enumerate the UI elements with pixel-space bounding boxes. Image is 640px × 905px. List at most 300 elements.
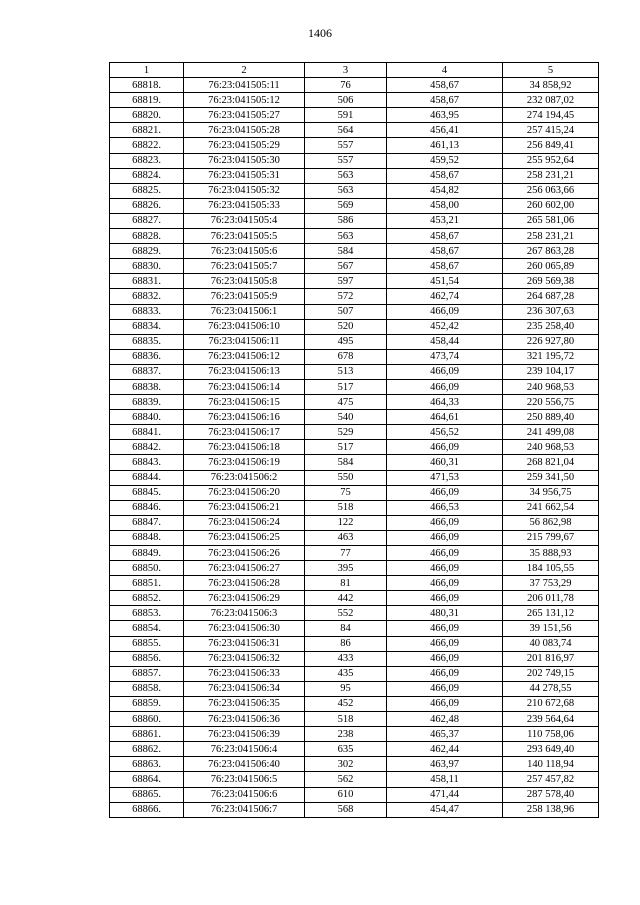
table-row: [110, 440, 599, 455]
table-row: [110, 546, 599, 561]
row-number-cell: 68851.: [110, 576, 184, 591]
value-cell: 265 131,12: [503, 606, 599, 621]
cadastral-number-cell: 76:23:041506:34: [184, 681, 305, 696]
row-number-cell: 68818.: [110, 78, 184, 93]
cadastral-number-cell: 76:23:041505:5: [184, 229, 305, 244]
header-row: [110, 63, 599, 78]
table-row: [110, 334, 599, 349]
value-cell: 34 858,92: [503, 78, 599, 93]
row-number-cell: 68822.: [110, 138, 184, 153]
row-number-cell: 68827.: [110, 213, 184, 228]
cadastral-number-cell: 76:23:041505:31: [184, 168, 305, 183]
row-number-cell: 68845.: [110, 485, 184, 500]
header-column-5: 5: [503, 63, 599, 78]
cadastral-number-cell: 76:23:041506:5: [184, 772, 305, 787]
value-cell: 37 753,29: [503, 576, 599, 591]
row-number-cell: 68825.: [110, 183, 184, 198]
table-body: [110, 78, 599, 818]
value-cell: 256 849,41: [503, 138, 599, 153]
cadastral-number-cell: 76:23:041505:9: [184, 289, 305, 304]
row-number-cell: 68832.: [110, 289, 184, 304]
cadastral-number-cell: 76:23:041506:19: [184, 455, 305, 470]
row-number-cell: 68841.: [110, 425, 184, 440]
value-cell: 44 278,55: [503, 681, 599, 696]
row-number-cell: 68839.: [110, 395, 184, 410]
table-row: [110, 455, 599, 470]
row-number-cell: 68824.: [110, 168, 184, 183]
value-cell: 110 758,06: [503, 727, 599, 742]
table-row: [110, 108, 599, 123]
area-cell: 597: [305, 274, 387, 289]
row-number-cell: 68833.: [110, 304, 184, 319]
table-row: [110, 530, 599, 545]
row-number-cell: 68864.: [110, 772, 184, 787]
value-cell: 241 662,54: [503, 500, 599, 515]
rate-cell: 466,09: [387, 304, 503, 319]
value-cell: 201 816,97: [503, 651, 599, 666]
area-cell: 513: [305, 364, 387, 379]
header-column-3: 3: [305, 63, 387, 78]
cadastral-number-cell: 76:23:041506:20: [184, 485, 305, 500]
value-cell: 215 799,67: [503, 530, 599, 545]
cadastral-number-cell: 76:23:041505:27: [184, 108, 305, 123]
value-cell: 258 138,96: [503, 802, 599, 817]
area-cell: 550: [305, 470, 387, 485]
row-number-cell: 68846.: [110, 500, 184, 515]
row-number-cell: 68829.: [110, 244, 184, 259]
cadastral-number-cell: 76:23:041505:7: [184, 259, 305, 274]
cadastral-number-cell: 76:23:041506:35: [184, 696, 305, 711]
value-cell: 260 602,00: [503, 198, 599, 213]
table-row: [110, 425, 599, 440]
cadastral-number-cell: 76:23:041505:33: [184, 198, 305, 213]
registry-table: [109, 62, 599, 818]
area-cell: 442: [305, 591, 387, 606]
rate-cell: 454,47: [387, 802, 503, 817]
rate-cell: 458,67: [387, 259, 503, 274]
cadastral-number-cell: 76:23:041505:6: [184, 244, 305, 259]
row-number-cell: 68844.: [110, 470, 184, 485]
table-row: [110, 410, 599, 425]
cadastral-number-cell: 76:23:041506:6: [184, 787, 305, 802]
cadastral-number-cell: 76:23:041506:10: [184, 319, 305, 334]
cadastral-number-cell: 76:23:041505:4: [184, 213, 305, 228]
row-number-cell: 68835.: [110, 334, 184, 349]
value-cell: 257 415,24: [503, 123, 599, 138]
rate-cell: 466,09: [387, 666, 503, 681]
rate-cell: 466,09: [387, 379, 503, 394]
rate-cell: 466,09: [387, 546, 503, 561]
table-row: [110, 123, 599, 138]
rate-cell: 466,09: [387, 681, 503, 696]
row-number-cell: 68834.: [110, 319, 184, 334]
table-row: [110, 213, 599, 228]
area-cell: 452: [305, 696, 387, 711]
area-cell: 557: [305, 153, 387, 168]
value-cell: 256 063,66: [503, 183, 599, 198]
value-cell: 184 105,55: [503, 561, 599, 576]
rate-cell: 471,44: [387, 787, 503, 802]
rate-cell: 466,09: [387, 576, 503, 591]
area-cell: 552: [305, 606, 387, 621]
table-row: [110, 379, 599, 394]
table-row: [110, 289, 599, 304]
rate-cell: 466,09: [387, 561, 503, 576]
area-cell: 540: [305, 410, 387, 425]
cadastral-number-cell: 76:23:041506:13: [184, 364, 305, 379]
row-number-cell: 68856.: [110, 651, 184, 666]
value-cell: 236 307,63: [503, 304, 599, 319]
area-cell: 506: [305, 93, 387, 108]
rate-cell: 459,52: [387, 153, 503, 168]
area-cell: 507: [305, 304, 387, 319]
rate-cell: 453,21: [387, 213, 503, 228]
table-row: [110, 183, 599, 198]
header-column-2: 2: [184, 63, 305, 78]
value-cell: 240 968,53: [503, 440, 599, 455]
table-row: [110, 636, 599, 651]
value-cell: 206 011,78: [503, 591, 599, 606]
table-row: [110, 349, 599, 364]
cadastral-number-cell: 76:23:041505:28: [184, 123, 305, 138]
area-cell: 81: [305, 576, 387, 591]
area-cell: 610: [305, 787, 387, 802]
area-cell: 563: [305, 183, 387, 198]
cadastral-number-cell: 76:23:041506:15: [184, 395, 305, 410]
table-row: [110, 274, 599, 289]
area-cell: 395: [305, 561, 387, 576]
row-number-cell: 68859.: [110, 696, 184, 711]
cadastral-number-cell: 76:23:041506:11: [184, 334, 305, 349]
cadastral-number-cell: 76:23:041506:27: [184, 561, 305, 576]
area-cell: 568: [305, 802, 387, 817]
cadastral-number-cell: 76:23:041506:12: [184, 349, 305, 364]
rate-cell: 458,67: [387, 244, 503, 259]
rate-cell: 473,74: [387, 349, 503, 364]
row-number-cell: 68821.: [110, 123, 184, 138]
area-cell: 563: [305, 168, 387, 183]
value-cell: 250 889,40: [503, 410, 599, 425]
table-row: [110, 576, 599, 591]
value-cell: 274 194,45: [503, 108, 599, 123]
cadastral-number-cell: 76:23:041506:40: [184, 757, 305, 772]
value-cell: 255 952,64: [503, 153, 599, 168]
row-number-cell: 68831.: [110, 274, 184, 289]
area-cell: 572: [305, 289, 387, 304]
row-number-cell: 68853.: [110, 606, 184, 621]
area-cell: 475: [305, 395, 387, 410]
cadastral-number-cell: 76:23:041506:25: [184, 530, 305, 545]
area-cell: 635: [305, 742, 387, 757]
value-cell: 239 104,17: [503, 364, 599, 379]
row-number-cell: 68830.: [110, 259, 184, 274]
table-row: [110, 153, 599, 168]
rate-cell: 466,09: [387, 636, 503, 651]
value-cell: 287 578,40: [503, 787, 599, 802]
table-row: [110, 138, 599, 153]
area-cell: 563: [305, 229, 387, 244]
row-number-cell: 68840.: [110, 410, 184, 425]
table-header: [110, 63, 599, 78]
row-number-cell: 68861.: [110, 727, 184, 742]
table-row: [110, 742, 599, 757]
rate-cell: 466,09: [387, 440, 503, 455]
rate-cell: 451,54: [387, 274, 503, 289]
area-cell: 75: [305, 485, 387, 500]
value-cell: 239 564,64: [503, 712, 599, 727]
rate-cell: 458,67: [387, 168, 503, 183]
rate-cell: 465,37: [387, 727, 503, 742]
value-cell: 258 231,21: [503, 168, 599, 183]
cadastral-number-cell: 76:23:041505:32: [184, 183, 305, 198]
table-row: [110, 515, 599, 530]
value-cell: 40 083,74: [503, 636, 599, 651]
row-number-cell: 68866.: [110, 802, 184, 817]
area-cell: 302: [305, 757, 387, 772]
cadastral-number-cell: 76:23:041506:28: [184, 576, 305, 591]
area-cell: 586: [305, 213, 387, 228]
value-cell: 202 749,15: [503, 666, 599, 681]
table-row: [110, 802, 599, 817]
rate-cell: 466,09: [387, 651, 503, 666]
row-number-cell: 68826.: [110, 198, 184, 213]
row-number-cell: 68820.: [110, 108, 184, 123]
area-cell: 77: [305, 546, 387, 561]
table-row: [110, 485, 599, 500]
rate-cell: 466,09: [387, 591, 503, 606]
value-cell: 257 457,82: [503, 772, 599, 787]
row-number-cell: 68850.: [110, 561, 184, 576]
value-cell: 39 151,56: [503, 621, 599, 636]
table-row: [110, 198, 599, 213]
table-row: [110, 772, 599, 787]
area-cell: 567: [305, 259, 387, 274]
table-row: [110, 696, 599, 711]
value-cell: 269 569,38: [503, 274, 599, 289]
header-column-1: 1: [110, 63, 184, 78]
table-row: [110, 395, 599, 410]
value-cell: 264 687,28: [503, 289, 599, 304]
rate-cell: 452,42: [387, 319, 503, 334]
area-cell: 95: [305, 681, 387, 696]
value-cell: 267 863,28: [503, 244, 599, 259]
table-row: [110, 787, 599, 802]
area-cell: 564: [305, 123, 387, 138]
row-number-cell: 68860.: [110, 712, 184, 727]
value-cell: 259 341,50: [503, 470, 599, 485]
header-column-4: 4: [387, 63, 503, 78]
rate-cell: 466,53: [387, 500, 503, 515]
area-cell: 463: [305, 530, 387, 545]
row-number-cell: 68862.: [110, 742, 184, 757]
cadastral-number-cell: 76:23:041505:12: [184, 93, 305, 108]
value-cell: 220 556,75: [503, 395, 599, 410]
area-cell: 584: [305, 244, 387, 259]
area-cell: 562: [305, 772, 387, 787]
row-number-cell: 68842.: [110, 440, 184, 455]
cadastral-number-cell: 76:23:041506:36: [184, 712, 305, 727]
area-cell: 569: [305, 198, 387, 213]
cadastral-number-cell: 76:23:041506:30: [184, 621, 305, 636]
area-cell: 517: [305, 379, 387, 394]
value-cell: 260 065,89: [503, 259, 599, 274]
table-row: [110, 561, 599, 576]
table-row: [110, 304, 599, 319]
rate-cell: 462,74: [387, 289, 503, 304]
area-cell: 529: [305, 425, 387, 440]
table-row: [110, 78, 599, 93]
cadastral-number-cell: 76:23:041506:2: [184, 470, 305, 485]
area-cell: 76: [305, 78, 387, 93]
table-row: [110, 621, 599, 636]
area-cell: 433: [305, 651, 387, 666]
value-cell: 293 649,40: [503, 742, 599, 757]
cadastral-number-cell: 76:23:041506:31: [184, 636, 305, 651]
rate-cell: 458,67: [387, 93, 503, 108]
row-number-cell: 68819.: [110, 93, 184, 108]
area-cell: 517: [305, 440, 387, 455]
table-row: [110, 259, 599, 274]
cadastral-number-cell: 76:23:041506:24: [184, 515, 305, 530]
row-number-cell: 68855.: [110, 636, 184, 651]
rate-cell: 456,52: [387, 425, 503, 440]
table-row: [110, 712, 599, 727]
table-row: [110, 319, 599, 334]
area-cell: 518: [305, 500, 387, 515]
row-number-cell: 68858.: [110, 681, 184, 696]
cadastral-number-cell: 76:23:041506:4: [184, 742, 305, 757]
value-cell: 321 195,72: [503, 349, 599, 364]
row-number-cell: 68837.: [110, 364, 184, 379]
cadastral-number-cell: 76:23:041506:29: [184, 591, 305, 606]
area-cell: 520: [305, 319, 387, 334]
table-row: [110, 244, 599, 259]
value-cell: 235 258,40: [503, 319, 599, 334]
cadastral-number-cell: 76:23:041506:33: [184, 666, 305, 681]
rate-cell: 458,44: [387, 334, 503, 349]
area-cell: 435: [305, 666, 387, 681]
area-cell: 86: [305, 636, 387, 651]
area-cell: 238: [305, 727, 387, 742]
cadastral-number-cell: 76:23:041506:16: [184, 410, 305, 425]
area-cell: 678: [305, 349, 387, 364]
cadastral-number-cell: 76:23:041506:3: [184, 606, 305, 621]
rate-cell: 466,09: [387, 621, 503, 636]
area-cell: 518: [305, 712, 387, 727]
rate-cell: 466,09: [387, 364, 503, 379]
row-number-cell: 68828.: [110, 229, 184, 244]
rate-cell: 462,44: [387, 742, 503, 757]
table-row: [110, 757, 599, 772]
rate-cell: 466,09: [387, 530, 503, 545]
table-row: [110, 591, 599, 606]
area-cell: 495: [305, 334, 387, 349]
row-number-cell: 68838.: [110, 379, 184, 394]
area-cell: 557: [305, 138, 387, 153]
cadastral-number-cell: 76:23:041506:32: [184, 651, 305, 666]
rate-cell: 456,41: [387, 123, 503, 138]
value-cell: 258 231,21: [503, 229, 599, 244]
rate-cell: 466,09: [387, 515, 503, 530]
rate-cell: 461,13: [387, 138, 503, 153]
page-number: 1406: [308, 26, 332, 40]
value-cell: 34 956,75: [503, 485, 599, 500]
rate-cell: 464,61: [387, 410, 503, 425]
cadastral-number-cell: 76:23:041506:14: [184, 379, 305, 394]
cadastral-number-cell: 76:23:041506:17: [184, 425, 305, 440]
rate-cell: 463,97: [387, 757, 503, 772]
rate-cell: 460,31: [387, 455, 503, 470]
cadastral-number-cell: 76:23:041506:39: [184, 727, 305, 742]
value-cell: 268 821,04: [503, 455, 599, 470]
area-cell: 122: [305, 515, 387, 530]
table-row: [110, 500, 599, 515]
value-cell: 226 927,80: [503, 334, 599, 349]
row-number-cell: 68823.: [110, 153, 184, 168]
value-cell: 241 499,08: [503, 425, 599, 440]
rate-cell: 466,09: [387, 696, 503, 711]
rate-cell: 454,82: [387, 183, 503, 198]
row-number-cell: 68852.: [110, 591, 184, 606]
value-cell: 232 087,02: [503, 93, 599, 108]
table-row: [110, 93, 599, 108]
value-cell: 265 581,06: [503, 213, 599, 228]
row-number-cell: 68854.: [110, 621, 184, 636]
cadastral-number-cell: 76:23:041505:8: [184, 274, 305, 289]
value-cell: 240 968,53: [503, 379, 599, 394]
cadastral-number-cell: 76:23:041506:7: [184, 802, 305, 817]
table-row: [110, 229, 599, 244]
rate-cell: 466,09: [387, 485, 503, 500]
row-number-cell: 68863.: [110, 757, 184, 772]
table-row: [110, 606, 599, 621]
rate-cell: 458,11: [387, 772, 503, 787]
area-cell: 84: [305, 621, 387, 636]
cadastral-number-cell: 76:23:041505:29: [184, 138, 305, 153]
rate-cell: 458,00: [387, 198, 503, 213]
row-number-cell: 68836.: [110, 349, 184, 364]
row-number-cell: 68849.: [110, 546, 184, 561]
value-cell: 210 672,68: [503, 696, 599, 711]
row-number-cell: 68848.: [110, 530, 184, 545]
rate-cell: 463,95: [387, 108, 503, 123]
table-row: [110, 681, 599, 696]
table-row: [110, 470, 599, 485]
cadastral-number-cell: 76:23:041505:30: [184, 153, 305, 168]
cadastral-number-cell: 76:23:041505:11: [184, 78, 305, 93]
table-row: [110, 666, 599, 681]
rate-cell: 462,48: [387, 712, 503, 727]
cadastral-number-cell: 76:23:041506:21: [184, 500, 305, 515]
rate-cell: 480,31: [387, 606, 503, 621]
area-cell: 584: [305, 455, 387, 470]
value-cell: 56 862,98: [503, 515, 599, 530]
rate-cell: 458,67: [387, 229, 503, 244]
cadastral-number-cell: 76:23:041506:1: [184, 304, 305, 319]
table-row: [110, 651, 599, 666]
value-cell: 140 118,94: [503, 757, 599, 772]
value-cell: 35 888,93: [503, 546, 599, 561]
table-row: [110, 727, 599, 742]
row-number-cell: 68865.: [110, 787, 184, 802]
table-row: [110, 364, 599, 379]
row-number-cell: 68857.: [110, 666, 184, 681]
cadastral-number-cell: 76:23:041506:18: [184, 440, 305, 455]
table-row: [110, 168, 599, 183]
row-number-cell: 68847.: [110, 515, 184, 530]
area-cell: 591: [305, 108, 387, 123]
rate-cell: 464,33: [387, 395, 503, 410]
